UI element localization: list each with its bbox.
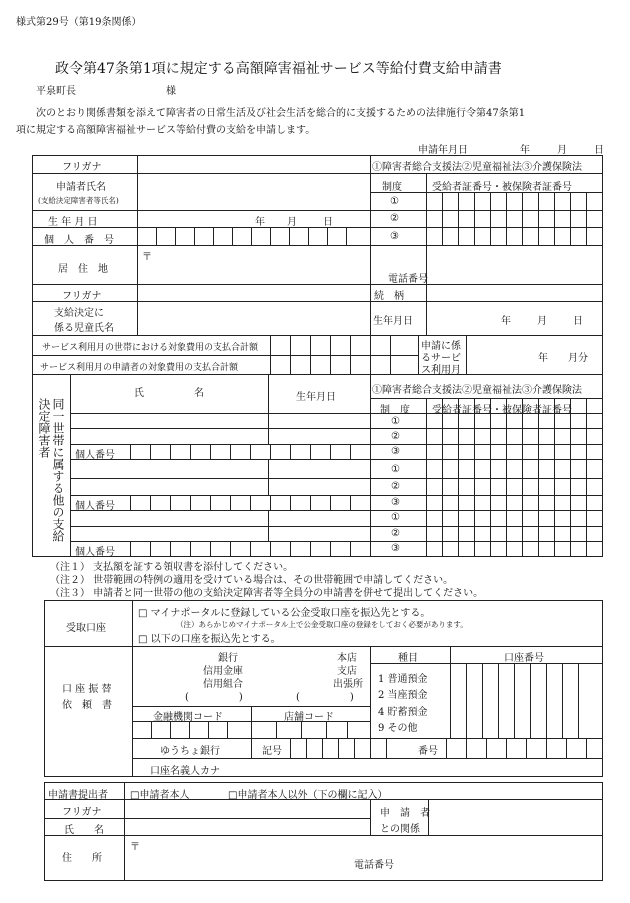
form-number: 様式第29号（第19条関係） [16,17,142,28]
submitter-self-checkbox[interactable]: □申請者本人 [130,790,190,801]
child-birth-label: 生年月日 [373,316,413,327]
child-furigana-label: フリガナ [62,291,102,302]
household-total-label: サービス利用月の世帯における対象費用の支払合計額 [42,343,259,353]
household-name-col: 氏 名 [134,388,204,399]
law-options-header: ①障害者総合支援法②児童福祉法③介護保険法 [372,162,582,173]
page-title: 政令第47条第1項に規定する高額障害福祉サービス等給付費支給申請書 [55,61,502,77]
note-1: （注１） 支払額を証する領収書を添付してください。 [50,562,294,573]
service-month-label-2: るサービ [421,353,461,364]
yucho-label: ゆうちょ銀行 [160,746,220,757]
submitter-label: 申請書提出者 [48,790,108,801]
service-month-label-1: 申請に係 [421,341,461,352]
applicant-total-label: サービス利用月の申請者の対象費用の支払合計額 [40,363,239,373]
birth-date-label: 生 年 月 日 [48,217,98,228]
account-holder-label: 口座名義人カナ [150,766,220,777]
bank-type-3: 信用組合 [203,679,243,690]
submitter-other-checkbox[interactable]: □申請者本人以外（下の欄に記入） [228,790,388,801]
intro-text-line2: 項に規定する高額障害福祉サービス等給付費の支給を申請します。 [16,125,316,136]
child-name-label-2: 係る児童氏名 [54,323,114,334]
child-birth-day: 日 [573,316,583,327]
date-month: 月 [557,145,567,156]
account-type-1: 1 普通預金 [378,674,428,685]
intro-text-line1: 次のとおり関係書類を添えて障害者の日常生活及び社会生活を総合的に支援するための法律施行令第47条第1 [36,108,526,119]
applicant-name-sublabel: (支給決定障害者等氏名) [38,196,119,205]
postal-mark: 〒 [142,252,152,263]
branch-code-label: 店舗コード [284,712,334,723]
option-2: ② [390,213,399,224]
transfer-label-1: 口 座 振 替 [62,684,112,695]
bank-paren: ( ) [185,692,243,703]
branch-paren: ( ) [296,692,354,703]
hh1-opt1: ① [391,416,400,427]
birth-year: 年 [255,217,265,228]
birth-month: 月 [287,217,297,228]
option-3: ③ [390,231,399,242]
date-year: 年 [520,145,530,156]
submitter-address-label: 住 所 [62,853,102,864]
kigo-label: 記号 [262,746,282,757]
furigana-label: フリガナ [62,162,102,173]
submitter-postal-mark: 〒 [130,842,140,853]
bank-type-2: 信用金庫 [203,666,243,677]
hh2-opt1: ① [391,464,400,475]
note-2: （注２） 世帯範囲の特例の適用を受けている場合は、その世帯範囲で申請してください。 [50,575,454,586]
hh1-personal-number: 個人番号 [75,450,115,461]
certificate-number-label: 受給者証番号・被保険者証番号 [432,182,572,193]
submitter-phone-label: 電話番号 [354,860,394,871]
household-birth-col: 生年月日 [296,392,336,403]
branch-type-1: 本店 [337,653,357,664]
bank-code-label: 金融機関コード [153,712,223,723]
transfer-label-2: 依 頼 書 [62,700,112,711]
submitter-name-label: 氏 名 [64,825,104,836]
household-side-label: 同一世帯に属する他の支給決定障害者 [37,398,65,542]
branch-type-3: 出張所 [333,679,363,690]
address-label: 居 住 地 [58,264,108,275]
other-account-option[interactable]: □ 以下の口座を振込先とする。 [138,634,281,645]
account-type-3: 4 貯蓄預金 [378,707,428,718]
child-name-label-1: 支給決定に [54,308,104,319]
relation-label: 続 柄 [374,291,404,302]
account-type-2: 2 当座預金 [378,690,428,701]
hh3-opt1: ① [391,512,400,523]
hh2-opt2: ② [391,481,400,492]
account-number-label: 口座番号 [504,653,544,664]
account-type-4: 9 その他 [378,723,418,734]
hh3-opt3: ③ [391,543,400,554]
child-birth-month: 月 [537,316,547,327]
bango-label: 番号 [418,746,438,757]
hh3-personal-number: 個人番号 [75,547,115,558]
date-day: 日 [594,145,604,156]
hh3-opt2: ② [391,528,400,539]
birth-day: 日 [323,217,333,228]
household-cert-label: 受給者証番号・被保険者証番号 [432,405,572,416]
mynaportal-note: （注）あらかじめマイナポータル上で公金受取口座の登録をしておく必要があります。 [176,620,468,629]
submitter-relation-label-1: 申 請 者 [380,808,430,819]
applicant-name-label: 申請者氏名 [56,182,106,193]
bank-type-1: 銀行 [218,653,238,664]
personal-number-label: 個 人 番 号 [44,235,114,246]
account-type-label: 種目 [398,653,418,664]
branch-type-2: 支店 [337,666,357,677]
submitter-relation-label-2: との関係 [380,824,420,835]
service-year-month: 年 月分 [538,353,588,364]
child-birth-year: 年 [501,316,511,327]
receiving-account-label: 受取口座 [66,623,106,634]
addressee: 平泉町長 [36,86,76,97]
hh1-opt3: ③ [391,446,400,457]
honorific: 様 [166,86,176,97]
household-law-header: ①障害者総合支援法②児童福祉法③介護保険法 [372,385,582,396]
hh2-opt3: ③ [391,497,400,508]
service-month-label-3: ス利用月 [421,365,461,376]
hh1-opt2: ② [391,431,400,442]
system-label: 制度 [382,182,402,193]
household-system-label: 制 度 [380,405,410,416]
note-3: （注３） 申請者と同一世帯の他の支給決定障害者等全員分の申請書を併せて提出してください。 [50,588,484,599]
application-date-label: 申請年月日 [418,145,468,156]
mynaportal-option[interactable]: □ マイナポータルに登録している公金受取口座を振込先とする。 [138,608,431,619]
submitter-furigana-label: フリガナ [62,807,102,818]
hh2-personal-number: 個人番号 [75,501,115,512]
phone-label: 電話番号 [388,274,428,285]
option-1: ① [390,196,399,207]
